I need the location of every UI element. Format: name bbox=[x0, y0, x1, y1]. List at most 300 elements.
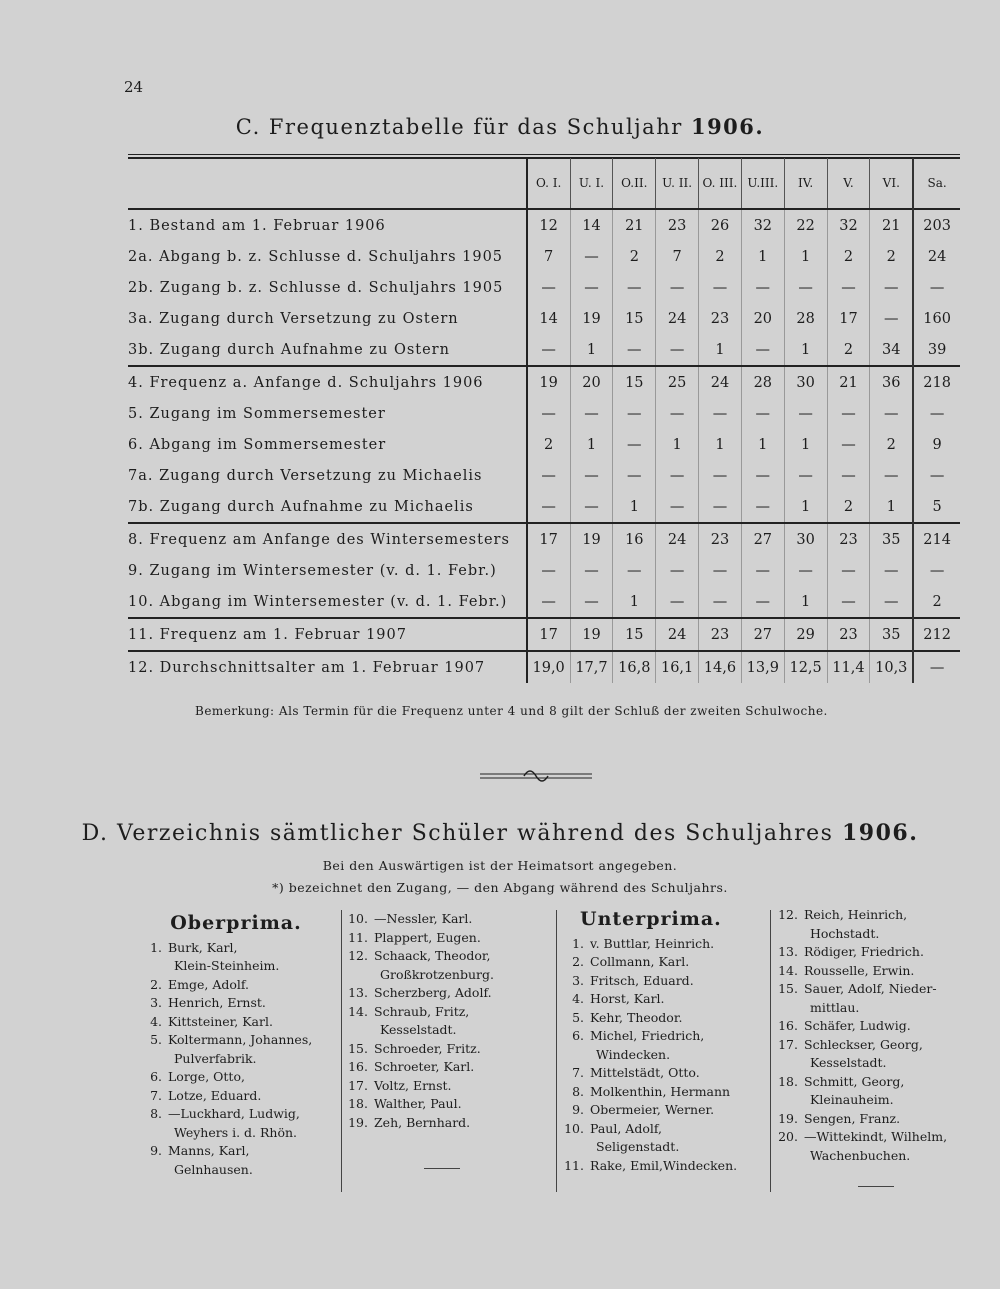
sum-cell: — bbox=[913, 398, 960, 429]
value-cell: — bbox=[741, 555, 784, 586]
row-label: 11. Frequenz am 1. Februar 1907 bbox=[128, 618, 527, 651]
value-cell: 1 bbox=[613, 491, 656, 523]
section-c-title-text: C. Frequenztabelle für das Schuljahr bbox=[235, 115, 683, 139]
value-cell: 2 bbox=[870, 241, 913, 272]
student-hometown: mittlau. bbox=[810, 999, 860, 1015]
value-cell: — bbox=[827, 272, 870, 303]
value-cell: 25 bbox=[656, 366, 699, 398]
column-header: O. III. bbox=[699, 158, 742, 209]
student-number: 13. bbox=[778, 944, 798, 959]
student-number: 18. bbox=[778, 1073, 798, 1089]
student-number: 19. bbox=[778, 1110, 798, 1126]
sum-cell: 2 bbox=[913, 586, 960, 618]
student-number: 16. bbox=[778, 1018, 798, 1033]
sum-cell: 24 bbox=[913, 241, 960, 272]
student-hometown: Wachenbuchen. bbox=[810, 1147, 911, 1163]
student-name: Voltz, Ernst. bbox=[374, 1077, 452, 1093]
value-cell: 23 bbox=[656, 209, 699, 241]
value-cell: 27 bbox=[741, 523, 784, 555]
student-number: 6. bbox=[572, 1028, 584, 1043]
student-hometown: Kleinauheim. bbox=[810, 1092, 894, 1107]
list-item bbox=[346, 1114, 546, 1133]
student-number: 14. bbox=[778, 962, 798, 978]
value-cell: 1 bbox=[699, 334, 742, 366]
value-cell: — bbox=[656, 555, 699, 586]
student-number: 15. bbox=[348, 1040, 368, 1056]
value-cell: — bbox=[570, 460, 613, 491]
section-c-title bbox=[0, 114, 1000, 139]
sum-cell: 160 bbox=[913, 303, 960, 334]
student-name: Fritsch, Eduard. bbox=[590, 972, 694, 988]
unterprima-column-2 bbox=[776, 906, 986, 1165]
student-name: Sengen, Franz. bbox=[804, 1110, 901, 1126]
list-item bbox=[140, 1068, 332, 1087]
row-label: 10. Abgang im Wintersemester (v. d. 1. Febr.) bbox=[128, 593, 508, 610]
column-header: VI. bbox=[870, 158, 913, 209]
section-d-title bbox=[0, 820, 1000, 846]
value-cell: 17 bbox=[527, 618, 570, 651]
student-number: 3. bbox=[150, 995, 162, 1010]
value-cell: — bbox=[570, 555, 613, 586]
student-number: 19. bbox=[348, 1114, 368, 1130]
value-cell: 2 bbox=[613, 241, 656, 272]
sum-cell: — bbox=[913, 460, 960, 491]
value-cell: — bbox=[741, 586, 784, 618]
value-cell: 17 bbox=[827, 303, 870, 334]
unterprima-list-2 bbox=[776, 906, 986, 1165]
row-label: 6. Abgang im Sommersemester bbox=[128, 436, 387, 453]
student-name: Kittsteiner, Karl. bbox=[168, 1013, 273, 1029]
sum-cell: 39 bbox=[913, 334, 960, 366]
value-cell: — bbox=[870, 586, 913, 618]
student-number: 18. bbox=[348, 1096, 368, 1111]
row-label: 9. Zugang im Wintersemester (v. d. 1. Febr.) bbox=[128, 562, 497, 579]
value-cell: 7 bbox=[656, 241, 699, 272]
list-item bbox=[346, 910, 546, 929]
student-number: 15. bbox=[778, 981, 798, 996]
oberprima-list-1 bbox=[140, 939, 332, 1180]
oberprima-column-1 bbox=[140, 914, 332, 1179]
value-cell: 34 bbox=[870, 334, 913, 366]
value-cell: 2 bbox=[527, 429, 570, 460]
student-name: Schraub, Fritz, bbox=[374, 1003, 470, 1019]
value-cell: — bbox=[699, 272, 742, 303]
value-cell: — bbox=[570, 586, 613, 618]
value-cell: 1 bbox=[870, 491, 913, 523]
value-cell: — bbox=[613, 334, 656, 366]
student-number: 1. bbox=[150, 939, 162, 955]
student-name: Sauer, Adolf, Nieder- bbox=[804, 981, 937, 996]
list-item bbox=[562, 935, 762, 954]
student-number: 3. bbox=[572, 972, 584, 988]
row-label: 8. Frequenz am Anfange des Wintersemesters bbox=[128, 523, 527, 555]
value-cell: 15 bbox=[613, 303, 656, 334]
student-number: 9. bbox=[572, 1102, 584, 1117]
value-cell: — bbox=[784, 460, 827, 491]
value-cell: 2 bbox=[827, 241, 870, 272]
column-header: U. II. bbox=[656, 158, 699, 209]
student-name: —Wittekindt, Wilhelm, bbox=[804, 1129, 948, 1144]
student-number: 2. bbox=[572, 954, 584, 969]
end-dash bbox=[858, 1186, 894, 1187]
student-hometown: Großkrotzenburg. bbox=[380, 966, 494, 982]
student-name: Schaack, Theodor, bbox=[374, 948, 491, 963]
value-cell: — bbox=[827, 460, 870, 491]
row-label: 12. Durchschnittsalter am 1. Februar 1907 bbox=[128, 651, 527, 683]
sum-cell: 203 bbox=[913, 209, 960, 241]
sum-cell: — bbox=[913, 651, 960, 683]
student-name: Lorge, Otto, bbox=[168, 1069, 245, 1084]
value-cell: — bbox=[870, 272, 913, 303]
list-item bbox=[562, 953, 762, 972]
value-cell: 14 bbox=[570, 209, 613, 241]
value-cell: — bbox=[870, 398, 913, 429]
student-name: —Luckhard, Ludwig, bbox=[168, 1106, 300, 1121]
list-item bbox=[776, 906, 986, 943]
value-cell: — bbox=[699, 555, 742, 586]
value-cell: 16,8 bbox=[613, 651, 656, 683]
top-thin-rule bbox=[128, 154, 960, 155]
student-name: —Nessler, Karl. bbox=[374, 911, 473, 926]
value-cell: 21 bbox=[827, 366, 870, 398]
list-item bbox=[776, 1017, 986, 1036]
row-label: 2b. Zugang b. z. Schlusse d. Schuljahrs 1905 bbox=[128, 279, 504, 296]
value-cell: — bbox=[613, 429, 656, 460]
table-row bbox=[128, 429, 960, 460]
list-item bbox=[346, 947, 546, 984]
list-item bbox=[562, 1064, 762, 1083]
value-cell: 14,6 bbox=[699, 651, 742, 683]
value-cell: 32 bbox=[741, 209, 784, 241]
student-number: 17. bbox=[348, 1077, 368, 1093]
row-label: 1. Bestand am 1. Februar 1906 bbox=[128, 209, 527, 241]
list-item bbox=[562, 990, 762, 1009]
value-cell: 23 bbox=[699, 523, 742, 555]
student-name: Schroeder, Fritz. bbox=[374, 1040, 481, 1056]
value-cell: 16,1 bbox=[656, 651, 699, 683]
value-cell: 23 bbox=[827, 523, 870, 555]
table-row bbox=[128, 555, 960, 586]
oberprima-column-2 bbox=[346, 910, 546, 1132]
page-number: 24 bbox=[124, 78, 144, 96]
value-cell: — bbox=[656, 460, 699, 491]
value-cell: 2 bbox=[870, 429, 913, 460]
column-header: U.III. bbox=[741, 158, 784, 209]
table-row bbox=[128, 618, 960, 651]
student-number: 13. bbox=[348, 985, 368, 1000]
student-name: Koltermann, Johannes, bbox=[168, 1032, 313, 1047]
value-cell: 17 bbox=[527, 523, 570, 555]
value-cell: — bbox=[784, 555, 827, 586]
student-name: Schleckser, Georg, bbox=[804, 1036, 923, 1052]
table-row bbox=[128, 523, 960, 555]
sum-cell: 9 bbox=[913, 429, 960, 460]
student-hometown: Klein-Steinheim. bbox=[174, 958, 280, 973]
list-item bbox=[562, 1157, 762, 1176]
value-cell: 19 bbox=[570, 523, 613, 555]
student-name: Emge, Adolf. bbox=[168, 976, 250, 992]
sum-cell: 218 bbox=[913, 366, 960, 398]
value-cell: 1 bbox=[570, 429, 613, 460]
student-number: 12. bbox=[778, 907, 798, 922]
value-cell: — bbox=[656, 398, 699, 429]
column-header: O.II. bbox=[613, 158, 656, 209]
value-cell: 32 bbox=[827, 209, 870, 241]
student-number: 1. bbox=[572, 935, 584, 951]
value-cell: 1 bbox=[784, 429, 827, 460]
value-cell: 1 bbox=[613, 586, 656, 618]
value-cell: — bbox=[827, 398, 870, 429]
student-name: Zeh, Bernhard. bbox=[374, 1114, 471, 1130]
value-cell: 24 bbox=[656, 618, 699, 651]
value-cell: 36 bbox=[870, 366, 913, 398]
value-cell: — bbox=[570, 491, 613, 523]
sum-cell: — bbox=[913, 272, 960, 303]
student-name: Michel, Friedrich, bbox=[590, 1028, 705, 1043]
value-cell: — bbox=[827, 429, 870, 460]
value-cell: — bbox=[570, 241, 613, 272]
row-label: 3a. Zugang durch Versetzung zu Ostern bbox=[128, 310, 459, 327]
column-header: Sa. bbox=[913, 158, 960, 209]
row-label: 2a. Abgang b. z. Schlusse d. Schuljahrs 1905 bbox=[128, 248, 504, 265]
list-item bbox=[776, 980, 986, 1017]
value-cell: 30 bbox=[784, 366, 827, 398]
table-row bbox=[128, 651, 960, 683]
value-cell: 17,7 bbox=[570, 651, 613, 683]
student-name: Schmitt, Georg, bbox=[804, 1073, 905, 1089]
table-row bbox=[128, 398, 960, 429]
list-item bbox=[346, 984, 546, 1003]
table-row bbox=[128, 366, 960, 398]
table-row bbox=[128, 209, 960, 241]
value-cell: — bbox=[527, 491, 570, 523]
value-cell: 23 bbox=[827, 618, 870, 651]
value-cell: — bbox=[741, 460, 784, 491]
student-name: Burk, Karl, bbox=[168, 939, 238, 955]
student-name: Schäfer, Ludwig. bbox=[804, 1018, 911, 1033]
table-row bbox=[128, 491, 960, 523]
student-number: 2. bbox=[150, 976, 162, 992]
list-item bbox=[562, 1009, 762, 1028]
student-number: 10. bbox=[564, 1120, 584, 1136]
student-name: Rousselle, Erwin. bbox=[804, 962, 915, 978]
list-item bbox=[562, 1120, 762, 1157]
student-hometown: Windecken. bbox=[596, 1046, 671, 1062]
value-cell: 24 bbox=[699, 366, 742, 398]
sum-cell: 214 bbox=[913, 523, 960, 555]
row-label: 7a. Zugang durch Versetzung zu Michaelis bbox=[128, 467, 483, 484]
unterprima-list-1 bbox=[562, 935, 762, 1176]
list-item bbox=[140, 939, 332, 976]
value-cell: 23 bbox=[699, 303, 742, 334]
value-cell: 11,4 bbox=[827, 651, 870, 683]
student-number: 7. bbox=[150, 1087, 162, 1103]
student-name: Kehr, Theodor. bbox=[590, 1009, 683, 1025]
value-cell: 35 bbox=[870, 618, 913, 651]
student-hometown: Pulverfabrik. bbox=[174, 1050, 257, 1066]
table-row bbox=[128, 586, 960, 618]
value-cell: 20 bbox=[570, 366, 613, 398]
unterprima-heading: Unterprima. bbox=[580, 908, 722, 930]
student-name: Schroeter, Karl. bbox=[374, 1059, 475, 1074]
sum-cell: — bbox=[913, 555, 960, 586]
student-number: 11. bbox=[564, 1157, 584, 1173]
value-cell: — bbox=[699, 398, 742, 429]
list-item bbox=[776, 1128, 986, 1165]
list-item bbox=[346, 1040, 546, 1059]
student-number: 20. bbox=[778, 1129, 798, 1144]
value-cell: 24 bbox=[656, 303, 699, 334]
student-name: Scherzberg, Adolf. bbox=[374, 985, 492, 1000]
value-cell: — bbox=[656, 272, 699, 303]
value-cell: — bbox=[527, 334, 570, 366]
value-cell: — bbox=[613, 555, 656, 586]
value-cell: 7 bbox=[527, 241, 570, 272]
column-header: V. bbox=[827, 158, 870, 209]
student-number: 5. bbox=[572, 1009, 584, 1025]
list-item bbox=[562, 1101, 762, 1120]
value-cell: — bbox=[613, 460, 656, 491]
student-number: 14. bbox=[348, 1003, 368, 1019]
row-label: 7b. Zugang durch Aufnahme zu Michaelis bbox=[128, 498, 474, 515]
value-cell: — bbox=[827, 555, 870, 586]
student-name: Plappert, Eugen. bbox=[374, 929, 481, 945]
column-divider bbox=[770, 910, 771, 1192]
column-header: IV. bbox=[784, 158, 827, 209]
list-item bbox=[140, 1105, 332, 1142]
student-number: 16. bbox=[348, 1059, 368, 1074]
value-cell: 10,3 bbox=[870, 651, 913, 683]
value-cell: 28 bbox=[784, 303, 827, 334]
student-name: Rödiger, Friedrich. bbox=[804, 944, 924, 959]
value-cell: 1 bbox=[741, 241, 784, 272]
student-hometown: Kesselstadt. bbox=[810, 1055, 887, 1070]
student-name: Paul, Adolf, bbox=[590, 1120, 663, 1136]
value-cell: 35 bbox=[870, 523, 913, 555]
student-number: 9. bbox=[150, 1143, 162, 1158]
value-cell: — bbox=[870, 303, 913, 334]
oberprima-heading: Oberprima. bbox=[170, 912, 302, 934]
value-cell: — bbox=[870, 555, 913, 586]
student-number: 10. bbox=[348, 911, 368, 926]
list-item bbox=[776, 1110, 986, 1129]
table-header-row bbox=[128, 158, 960, 209]
student-name: Horst, Karl. bbox=[590, 991, 665, 1006]
value-cell: 13,9 bbox=[741, 651, 784, 683]
student-hometown: Seligenstadt. bbox=[596, 1139, 680, 1154]
value-cell: — bbox=[699, 460, 742, 491]
value-cell: — bbox=[656, 491, 699, 523]
value-cell: 19 bbox=[527, 366, 570, 398]
value-cell: 1 bbox=[784, 241, 827, 272]
unterprima-column-1 bbox=[562, 910, 762, 1175]
column-divider bbox=[556, 910, 557, 1192]
student-name: Collmann, Karl. bbox=[590, 954, 690, 969]
column-divider bbox=[341, 910, 342, 1192]
header-label-cell bbox=[128, 158, 527, 209]
student-hometown: Hochstadt. bbox=[810, 925, 880, 941]
column-header: U. I. bbox=[570, 158, 613, 209]
student-number: 12. bbox=[348, 948, 368, 963]
student-name: Rake, Emil,Windecken. bbox=[590, 1157, 738, 1173]
value-cell: 19 bbox=[570, 618, 613, 651]
sum-cell: 5 bbox=[913, 491, 960, 523]
section-d-legend: *) bezeichnet den Zugang, — den Abgang während des Schuljahrs. bbox=[272, 880, 728, 895]
list-item bbox=[346, 1077, 546, 1096]
value-cell: 1 bbox=[784, 491, 827, 523]
list-item bbox=[346, 1095, 546, 1114]
oberprima-list-2 bbox=[346, 910, 546, 1132]
ornament-divider bbox=[480, 765, 592, 787]
student-name: Walther, Paul. bbox=[374, 1096, 462, 1111]
section-d-title-year: 1906. bbox=[841, 820, 919, 846]
value-cell: 29 bbox=[784, 618, 827, 651]
list-item bbox=[562, 972, 762, 991]
value-cell: — bbox=[870, 460, 913, 491]
list-item bbox=[776, 1073, 986, 1110]
student-number: 8. bbox=[572, 1083, 584, 1099]
value-cell: 24 bbox=[656, 523, 699, 555]
value-cell: 20 bbox=[741, 303, 784, 334]
value-cell: 1 bbox=[656, 429, 699, 460]
list-item bbox=[140, 994, 332, 1013]
value-cell: 14 bbox=[527, 303, 570, 334]
list-item bbox=[140, 1031, 332, 1068]
list-item bbox=[140, 1013, 332, 1032]
value-cell: 21 bbox=[613, 209, 656, 241]
value-cell: 21 bbox=[870, 209, 913, 241]
list-item bbox=[140, 1087, 332, 1106]
student-number: 11. bbox=[348, 929, 368, 945]
student-name: Manns, Karl, bbox=[168, 1143, 250, 1158]
value-cell: 28 bbox=[741, 366, 784, 398]
student-name: Reich, Heinrich, bbox=[804, 907, 908, 922]
value-cell: — bbox=[527, 398, 570, 429]
value-cell: — bbox=[699, 491, 742, 523]
value-cell: 23 bbox=[699, 618, 742, 651]
student-number: 4. bbox=[150, 1013, 162, 1029]
value-cell: 2 bbox=[827, 334, 870, 366]
value-cell: 1 bbox=[699, 429, 742, 460]
table-row bbox=[128, 241, 960, 272]
value-cell: — bbox=[784, 272, 827, 303]
remark: Bemerkung: Als Termin für die Frequenz unter 4 und 8 gilt der Schluß der zweiten Schulwoche. bbox=[195, 704, 828, 718]
value-cell: 12,5 bbox=[784, 651, 827, 683]
list-item bbox=[346, 1058, 546, 1077]
value-cell: 27 bbox=[741, 618, 784, 651]
value-cell: 1 bbox=[784, 586, 827, 618]
value-cell: 1 bbox=[784, 334, 827, 366]
student-hometown: Weyhers i. d. Rhön. bbox=[174, 1124, 298, 1140]
value-cell: — bbox=[699, 586, 742, 618]
end-dash bbox=[424, 1168, 460, 1169]
value-cell: — bbox=[741, 491, 784, 523]
value-cell: — bbox=[656, 334, 699, 366]
value-cell: 12 bbox=[527, 209, 570, 241]
list-item bbox=[776, 962, 986, 981]
value-cell: — bbox=[527, 460, 570, 491]
frequency-table bbox=[128, 158, 960, 683]
student-number: 4. bbox=[572, 991, 584, 1006]
value-cell: — bbox=[741, 334, 784, 366]
value-cell: 22 bbox=[784, 209, 827, 241]
value-cell: 2 bbox=[699, 241, 742, 272]
value-cell: — bbox=[613, 398, 656, 429]
value-cell: — bbox=[570, 398, 613, 429]
value-cell: — bbox=[527, 555, 570, 586]
column-header: O. I. bbox=[527, 158, 570, 209]
table-row bbox=[128, 460, 960, 491]
